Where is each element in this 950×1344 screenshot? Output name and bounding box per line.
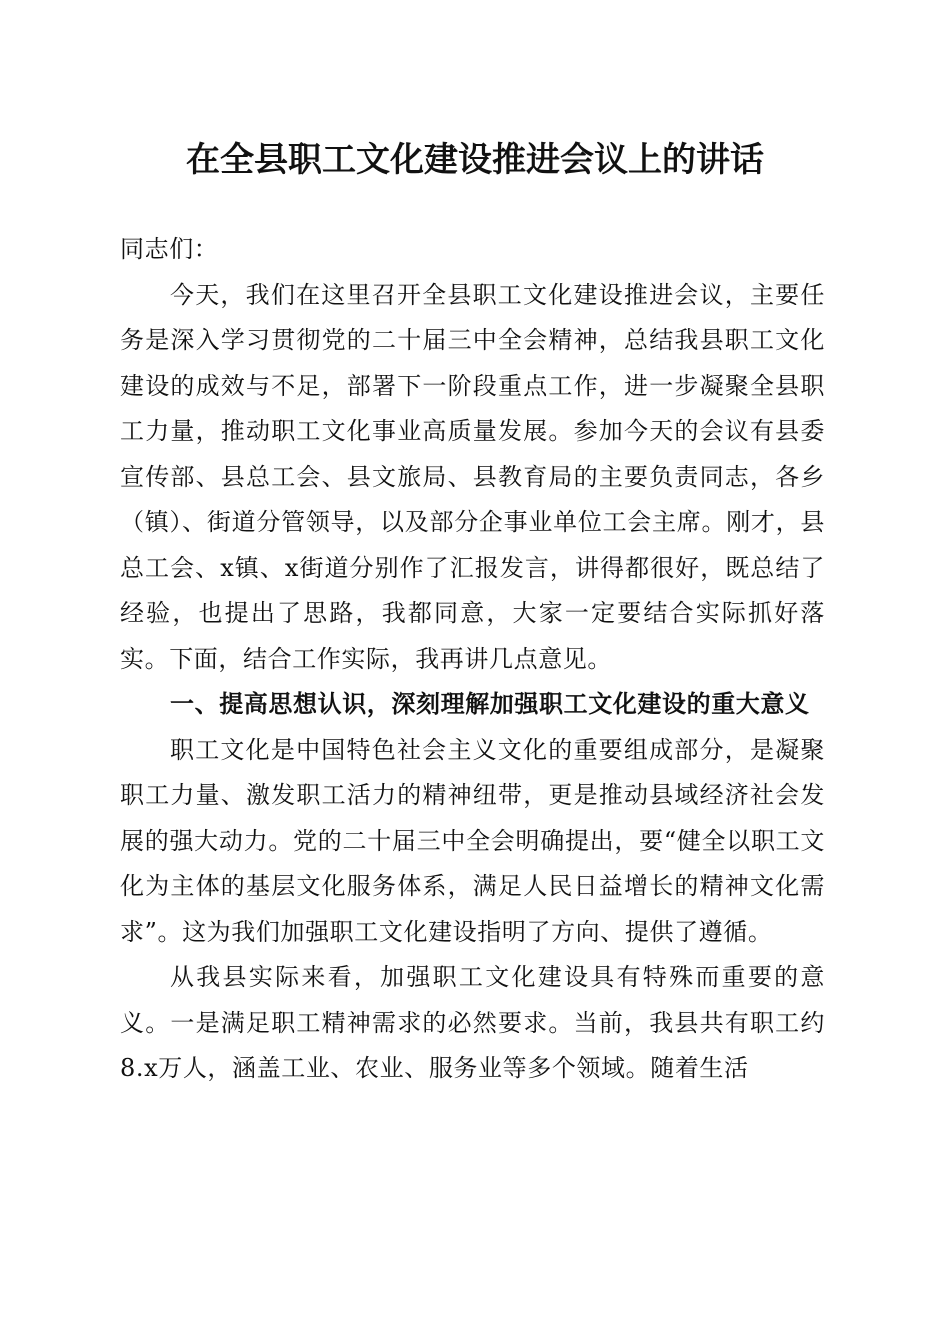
paragraph-intro: 今天，我们在这里召开全县职工文化建设推进会议，主要任务是深入学习贯彻党的二十届三中全会精神，总结我县职工文化建设的成效与不足，部署下一阶段重点工作，进一步凝聚全县职工力量，推动职工文化事业高质量发展。参加今天的会议有县委宣传部、县总工会、县文旅局、县教育局的主要负责同志，各乡（镇）、街道分管领导，以及部分企事业单位工会主席。刚才，县总工会、x镇、x街道分别作了汇报发言，讲得都很好，既总结了经验，也提出了思路，我都同意，大家一定要结合实际抓好落实。下面，结合工作实际，我再讲几点意见。 [120,280,825,673]
section-heading-1: 一、提高思想认识，深刻理解加强职工文化建设的重大意义 [170,690,810,718]
document-title: 在全县职工文化建设推进会议上的讲话 [186,140,764,180]
document-body [120,227,825,1092]
paragraph-section1-1: 职工文化是中国特色社会主义文化的重要组成部分，是凝聚职工力量、激发职工活力的精神纽带，更是推动县域经济社会发展的强大动力。党的二十届三中全会明确提出，要“健全以职工文化为主体的基层文化服务体系，满足人民日益增长的精神文化需求”。这为我们加强职工文化建设指明了方向、提供了遵循。 [120,735,825,946]
salutation: 同志们： [120,235,219,263]
paragraph-section1-2: 从我县实际来看，加强职工文化建设具有特殊而重要的意义。一是满足职工精神需求的必然要求。当前，我县共有职工约8.x万人，涵盖工业、农业、服务业等多个领域。随着生活 [120,963,825,1082]
